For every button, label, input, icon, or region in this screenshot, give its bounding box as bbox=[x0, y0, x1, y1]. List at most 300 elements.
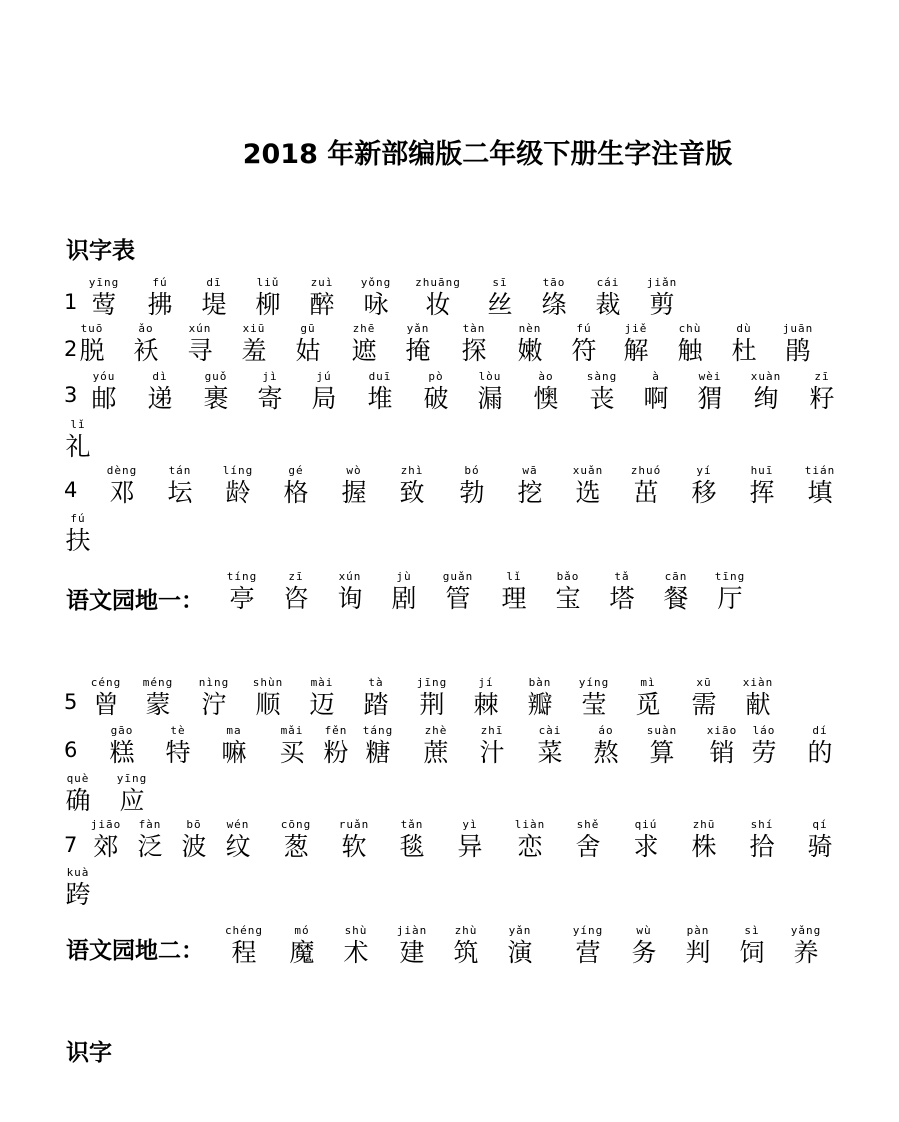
character-cell bbox=[76, 676, 136, 720]
character-cell bbox=[776, 924, 836, 968]
hanzi: 建 bbox=[399, 938, 425, 967]
hanzi: 餐 bbox=[663, 584, 689, 613]
pinyin: xún bbox=[188, 322, 212, 335]
pinyin: yīng bbox=[116, 772, 148, 785]
character-cell bbox=[48, 418, 108, 462]
pinyin: fú bbox=[576, 322, 592, 335]
pinyin: yǎn bbox=[406, 322, 430, 335]
hanzi: 蒙 bbox=[145, 690, 171, 719]
character-cell bbox=[462, 724, 522, 768]
hanzi: 顺 bbox=[255, 690, 281, 719]
pinyin: bō bbox=[186, 818, 202, 831]
pinyin: xuàn bbox=[750, 370, 782, 383]
hanzi: 务 bbox=[631, 938, 657, 967]
character-row bbox=[0, 570, 899, 630]
hanzi: 邓 bbox=[109, 478, 135, 507]
hanzi: 荆 bbox=[419, 690, 445, 719]
character-cell bbox=[632, 276, 692, 320]
pinyin: jù bbox=[396, 570, 412, 583]
pinyin: tè bbox=[170, 724, 186, 737]
hanzi: 魔 bbox=[289, 938, 315, 967]
hanzi: 厅 bbox=[717, 584, 743, 613]
character-cell bbox=[294, 370, 354, 414]
character-cell bbox=[92, 464, 152, 508]
pinyin: jiāo bbox=[90, 818, 122, 831]
character-row bbox=[0, 924, 899, 984]
pinyin: tàn bbox=[462, 322, 486, 335]
pinyin: qiú bbox=[634, 818, 658, 831]
character-cell bbox=[484, 570, 544, 614]
pinyin: suàn bbox=[646, 724, 678, 737]
character-cell bbox=[524, 276, 584, 320]
pinyin: liǔ bbox=[256, 276, 280, 289]
hanzi: 咏 bbox=[363, 290, 389, 319]
hanzi: 管 bbox=[445, 584, 471, 613]
character-cell bbox=[436, 924, 496, 968]
hanzi: 莺 bbox=[91, 290, 117, 319]
pinyin: shùn bbox=[252, 676, 284, 689]
character-cell bbox=[238, 276, 298, 320]
pinyin: xiū bbox=[242, 322, 266, 335]
hanzi: 需 bbox=[691, 690, 717, 719]
pinyin: xiàn bbox=[742, 676, 774, 689]
hanzi: 寻 bbox=[187, 336, 213, 365]
pinyin: lǐ bbox=[70, 418, 86, 431]
pinyin: fěn bbox=[324, 724, 348, 737]
pinyin: què bbox=[66, 772, 90, 785]
pinyin: cài bbox=[538, 724, 562, 737]
pinyin: gé bbox=[288, 464, 304, 477]
hanzi: 剪 bbox=[649, 290, 675, 319]
pinyin: chù bbox=[678, 322, 702, 335]
hanzi: 汁 bbox=[479, 738, 505, 767]
hanzi: 遮 bbox=[351, 336, 377, 365]
pinyin: wèi bbox=[698, 370, 722, 383]
character-cell bbox=[292, 276, 352, 320]
character-cell bbox=[326, 924, 386, 968]
hanzi: 演 bbox=[507, 938, 533, 967]
character-cell bbox=[558, 818, 618, 862]
character-cell bbox=[790, 818, 850, 862]
pinyin: zhè bbox=[424, 724, 448, 737]
hanzi: 泞 bbox=[201, 690, 227, 719]
hanzi: 泛 bbox=[137, 832, 163, 861]
pinyin: xū bbox=[696, 676, 712, 689]
character-cell bbox=[614, 924, 674, 968]
character-cell bbox=[170, 322, 230, 366]
hanzi: 龄 bbox=[225, 478, 251, 507]
pinyin: tuō bbox=[80, 322, 104, 335]
character-cell bbox=[674, 676, 734, 720]
hanzi: 波 bbox=[181, 832, 207, 861]
character-cell bbox=[350, 370, 410, 414]
pinyin: xiāo bbox=[706, 724, 738, 737]
hanzi: 饲 bbox=[739, 938, 765, 967]
pinyin: cān bbox=[664, 570, 688, 583]
pinyin: dī bbox=[206, 276, 222, 289]
hanzi: 格 bbox=[283, 478, 309, 507]
hanzi: 移 bbox=[691, 478, 717, 507]
pinyin: mì bbox=[640, 676, 656, 689]
character-cell bbox=[442, 464, 502, 508]
hanzi: 选 bbox=[575, 478, 601, 507]
pinyin: tà bbox=[368, 676, 384, 689]
pinyin: kuà bbox=[66, 866, 90, 879]
hanzi: 求 bbox=[633, 832, 659, 861]
hanzi: 确 bbox=[65, 786, 91, 815]
pinyin: mài bbox=[310, 676, 334, 689]
character-cell bbox=[674, 464, 734, 508]
character-row bbox=[0, 512, 899, 572]
hanzi: 筑 bbox=[453, 938, 479, 967]
hanzi: 坛 bbox=[167, 478, 193, 507]
pinyin: zhuó bbox=[630, 464, 662, 477]
pinyin: líng bbox=[222, 464, 254, 477]
hanzi: 程 bbox=[231, 938, 257, 967]
hanzi: 杜 bbox=[731, 336, 757, 365]
hanzi: 脱 bbox=[79, 336, 105, 365]
row-number-3: 3 bbox=[64, 383, 78, 407]
hanzi: 的 bbox=[807, 738, 833, 767]
pinyin: gū bbox=[300, 322, 316, 335]
character-cell bbox=[266, 464, 326, 508]
hanzi: 茁 bbox=[633, 478, 659, 507]
hanzi: 软 bbox=[341, 832, 367, 861]
pinyin: bǎo bbox=[556, 570, 580, 583]
hanzi: 邮 bbox=[91, 384, 117, 413]
hanzi: 销 bbox=[709, 738, 735, 767]
character-cell bbox=[500, 464, 560, 508]
pinyin: yǎn bbox=[508, 924, 532, 937]
character-cell bbox=[62, 322, 122, 366]
pinyin: tīng bbox=[714, 570, 746, 583]
character-cell bbox=[240, 370, 300, 414]
character-cell bbox=[388, 322, 448, 366]
character-cell bbox=[48, 512, 108, 556]
pinyin: méng bbox=[142, 676, 174, 689]
character-cell bbox=[674, 818, 734, 862]
pinyin: pò bbox=[428, 370, 444, 383]
hanzi: 舍 bbox=[575, 832, 601, 861]
hanzi: 纹 bbox=[225, 832, 251, 861]
hanzi: 棘 bbox=[473, 690, 499, 719]
pinyin: zhuāng bbox=[415, 276, 461, 289]
character-cell bbox=[374, 570, 434, 614]
character-cell bbox=[212, 570, 272, 614]
hanzi: 咨 bbox=[283, 584, 309, 613]
pinyin: pàn bbox=[686, 924, 710, 937]
character-cell bbox=[184, 276, 244, 320]
character-cell bbox=[616, 818, 676, 862]
hanzi: 拂 bbox=[147, 290, 173, 319]
hanzi: 握 bbox=[341, 478, 367, 507]
hanzi: 骑 bbox=[807, 832, 833, 861]
hanzi: 莹 bbox=[581, 690, 607, 719]
pinyin: duī bbox=[368, 370, 392, 383]
hanzi: 懊 bbox=[533, 384, 559, 413]
character-cell bbox=[128, 676, 188, 720]
character-cell bbox=[224, 322, 284, 366]
pinyin: liàn bbox=[514, 818, 546, 831]
character-cell bbox=[736, 370, 796, 414]
hanzi: 递 bbox=[147, 384, 173, 413]
character-cell bbox=[460, 370, 520, 414]
character-cell bbox=[116, 322, 176, 366]
hanzi: 恋 bbox=[517, 832, 543, 861]
pinyin: à bbox=[652, 370, 660, 383]
hanzi: 破 bbox=[423, 384, 449, 413]
character-cell bbox=[646, 570, 706, 614]
pinyin: yīng bbox=[88, 276, 120, 289]
hanzi: 献 bbox=[745, 690, 771, 719]
character-cell bbox=[626, 370, 686, 414]
character-cell bbox=[382, 818, 442, 862]
pinyin: tíng bbox=[226, 570, 258, 583]
character-cell bbox=[578, 276, 638, 320]
hanzi: 跨 bbox=[65, 880, 91, 909]
pinyin: juān bbox=[782, 322, 814, 335]
pinyin: qí bbox=[812, 818, 828, 831]
pinyin: jiàn bbox=[396, 924, 428, 937]
hanzi: 填 bbox=[807, 478, 833, 507]
hanzi: 曾 bbox=[93, 690, 119, 719]
hanzi: 糕 bbox=[109, 738, 135, 767]
character-cell bbox=[520, 724, 580, 768]
hanzi: 算 bbox=[649, 738, 675, 767]
character-cell bbox=[660, 322, 720, 366]
hanzi: 熬 bbox=[593, 738, 619, 767]
hanzi: 理 bbox=[501, 584, 527, 613]
hanzi: 亭 bbox=[229, 584, 255, 613]
pinyin: céng bbox=[90, 676, 122, 689]
pinyin: jīng bbox=[416, 676, 448, 689]
character-cell bbox=[382, 464, 442, 508]
character-cell bbox=[790, 724, 850, 768]
pinyin: nèn bbox=[518, 322, 542, 335]
pinyin: shù bbox=[344, 924, 368, 937]
character-cell bbox=[186, 370, 246, 414]
character-cell bbox=[516, 370, 576, 414]
character-cell bbox=[406, 370, 466, 414]
pinyin: wén bbox=[226, 818, 250, 831]
pinyin: yì bbox=[462, 818, 478, 831]
pinyin: jú bbox=[316, 370, 332, 383]
pinyin: mó bbox=[294, 924, 310, 937]
character-cell bbox=[92, 724, 152, 768]
character-cell bbox=[500, 818, 560, 862]
hanzi: 堤 bbox=[201, 290, 227, 319]
hanzi: 鹃 bbox=[785, 336, 811, 365]
character-cell bbox=[632, 724, 692, 768]
pinyin: bàn bbox=[528, 676, 552, 689]
pinyin: jiě bbox=[624, 322, 648, 335]
character-cell bbox=[402, 676, 462, 720]
pinyin: wā bbox=[522, 464, 538, 477]
pinyin: gāo bbox=[110, 724, 134, 737]
pinyin: yǎng bbox=[790, 924, 822, 937]
hanzi: 宝 bbox=[555, 584, 581, 613]
character-cell bbox=[346, 676, 406, 720]
section-heading-shizibiao: 识字表 bbox=[66, 238, 135, 264]
hanzi: 啊 bbox=[643, 384, 669, 413]
hanzi: 拾 bbox=[749, 832, 775, 861]
character-cell bbox=[564, 676, 624, 720]
character-cell bbox=[208, 818, 268, 862]
hanzi: 糖 bbox=[365, 738, 391, 767]
pinyin: zhū bbox=[692, 818, 716, 831]
pinyin: xuǎn bbox=[572, 464, 604, 477]
pinyin: shí bbox=[750, 818, 774, 831]
hanzi: 解 bbox=[623, 336, 649, 365]
row-number-7: 7 bbox=[64, 833, 78, 857]
pinyin: zhù bbox=[454, 924, 478, 937]
hanzi: 踏 bbox=[363, 690, 389, 719]
hanzi: 醉 bbox=[309, 290, 335, 319]
hanzi: 术 bbox=[343, 938, 369, 967]
pinyin: fú bbox=[70, 512, 86, 525]
hanzi: 姑 bbox=[295, 336, 321, 365]
hanzi: 符 bbox=[571, 336, 597, 365]
character-cell bbox=[334, 322, 394, 366]
pinyin: zī bbox=[288, 570, 304, 583]
character-cell bbox=[324, 464, 384, 508]
pinyin: fú bbox=[152, 276, 168, 289]
pinyin: dì bbox=[152, 370, 168, 383]
hanzi: 葱 bbox=[283, 832, 309, 861]
hanzi: 勃 bbox=[459, 478, 485, 507]
character-cell bbox=[74, 276, 134, 320]
character-cell bbox=[490, 924, 550, 968]
pinyin: yǒng bbox=[360, 276, 392, 289]
character-cell bbox=[792, 370, 852, 414]
pinyin: tán bbox=[168, 464, 192, 477]
pinyin: dù bbox=[736, 322, 752, 335]
pinyin: mǎi bbox=[280, 724, 304, 737]
character-cell bbox=[148, 724, 208, 768]
character-cell bbox=[102, 772, 162, 816]
hanzi: 菜 bbox=[537, 738, 563, 767]
hanzi: 应 bbox=[119, 786, 145, 815]
pinyin: tǎn bbox=[400, 818, 424, 831]
hanzi: 触 bbox=[677, 336, 703, 365]
pinyin: dí bbox=[812, 724, 828, 737]
hanzi: 觅 bbox=[635, 690, 661, 719]
pinyin: láo bbox=[752, 724, 776, 737]
pinyin: sī bbox=[492, 276, 508, 289]
pinyin: jiǎn bbox=[646, 276, 678, 289]
pinyin: ma bbox=[226, 724, 242, 737]
character-cell bbox=[680, 370, 740, 414]
character-cell bbox=[616, 464, 676, 508]
pinyin: ǎo bbox=[138, 322, 154, 335]
character-cell bbox=[790, 464, 850, 508]
hanzi: 探 bbox=[461, 336, 487, 365]
character-cell bbox=[768, 322, 828, 366]
pinyin: yíng bbox=[572, 924, 604, 937]
character-cell bbox=[606, 322, 666, 366]
hanzi: 扶 bbox=[65, 526, 91, 555]
pinyin: zhì bbox=[400, 464, 424, 477]
character-cell bbox=[470, 276, 530, 320]
character-cell bbox=[668, 924, 728, 968]
character-cell bbox=[320, 570, 380, 614]
character-cell bbox=[440, 818, 500, 862]
character-cell bbox=[130, 370, 190, 414]
hanzi: 裹 bbox=[203, 384, 229, 413]
pinyin: lòu bbox=[478, 370, 502, 383]
character-cell bbox=[576, 724, 636, 768]
character-cell bbox=[48, 866, 108, 910]
pinyin: dèng bbox=[106, 464, 138, 477]
character-cell bbox=[150, 464, 210, 508]
hanzi: 询 bbox=[337, 584, 363, 613]
hanzi: 裁 bbox=[595, 290, 621, 319]
character-cell bbox=[324, 818, 384, 862]
pinyin: tāo bbox=[542, 276, 566, 289]
character-cell bbox=[346, 276, 406, 320]
pinyin: wò bbox=[346, 464, 362, 477]
hanzi: 异 bbox=[457, 832, 483, 861]
pinyin: sì bbox=[744, 924, 760, 937]
pinyin: nìng bbox=[198, 676, 230, 689]
hanzi: 柳 bbox=[255, 290, 281, 319]
hanzi: 蔗 bbox=[423, 738, 449, 767]
character-cell bbox=[214, 924, 274, 968]
hanzi: 挥 bbox=[749, 478, 775, 507]
character-cell bbox=[538, 570, 598, 614]
hanzi: 掩 bbox=[405, 336, 431, 365]
pinyin: shě bbox=[576, 818, 600, 831]
character-cell bbox=[714, 322, 774, 366]
character-cell bbox=[592, 570, 652, 614]
character-cell bbox=[382, 924, 442, 968]
hanzi: 嘛 bbox=[221, 738, 247, 767]
character-row bbox=[0, 866, 899, 926]
pinyin: fàn bbox=[138, 818, 162, 831]
pinyin: wù bbox=[636, 924, 652, 937]
hanzi: 株 bbox=[691, 832, 717, 861]
hanzi: 判 bbox=[685, 938, 711, 967]
hanzi: 买 bbox=[279, 738, 305, 767]
hanzi: 羞 bbox=[241, 336, 267, 365]
hanzi: 局 bbox=[311, 384, 337, 413]
hanzi: 妆 bbox=[425, 290, 451, 319]
pinyin: ào bbox=[538, 370, 554, 383]
hanzi: 嫩 bbox=[517, 336, 543, 365]
pinyin: tǎ bbox=[614, 570, 630, 583]
character-cell bbox=[428, 570, 488, 614]
character-cell bbox=[510, 676, 570, 720]
hanzi: 寄 bbox=[257, 384, 283, 413]
row-number-6: 6 bbox=[64, 738, 78, 762]
character-cell bbox=[408, 276, 468, 320]
section-heading-yuanwen2: 语文园地二： bbox=[66, 938, 204, 964]
character-cell bbox=[208, 464, 268, 508]
row-number-4: 4 bbox=[64, 478, 78, 502]
hanzi: 粉 bbox=[323, 738, 349, 767]
pinyin: sàng bbox=[586, 370, 618, 383]
hanzi: 致 bbox=[399, 478, 425, 507]
character-cell bbox=[266, 818, 326, 862]
pinyin: áo bbox=[598, 724, 614, 737]
pinyin: guǎn bbox=[442, 570, 474, 583]
hanzi: 劳 bbox=[751, 738, 777, 767]
character-cell bbox=[732, 818, 792, 862]
character-cell bbox=[732, 464, 792, 508]
pinyin: bó bbox=[464, 464, 480, 477]
pinyin: zuì bbox=[310, 276, 334, 289]
pinyin: ruǎn bbox=[338, 818, 370, 831]
